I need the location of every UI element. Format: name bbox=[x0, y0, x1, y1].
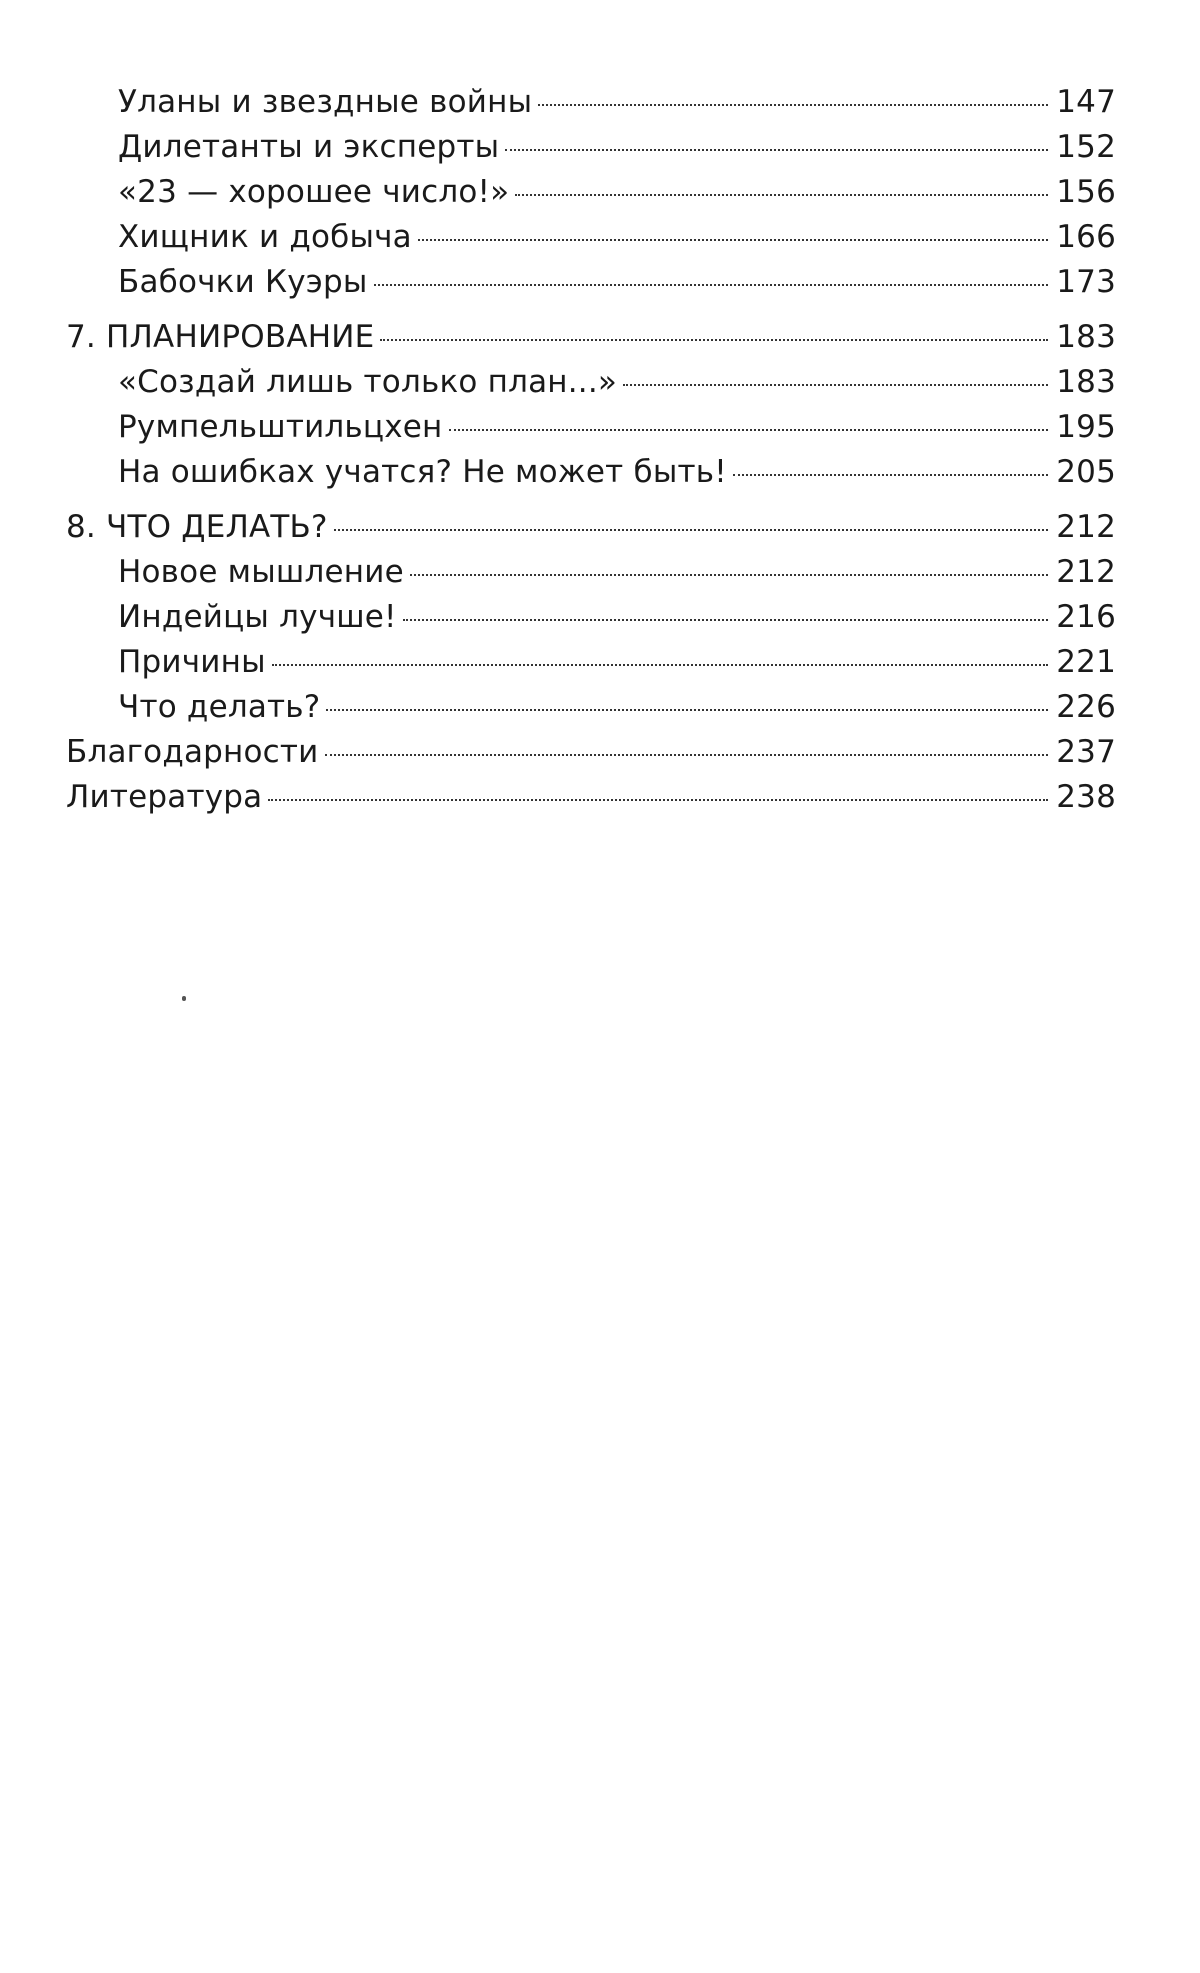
toc-entry bbox=[66, 170, 1116, 215]
toc-entry bbox=[66, 640, 1116, 685]
toc-entry-page: 221 bbox=[1056, 644, 1116, 680]
toc-dot-leader bbox=[410, 574, 1048, 576]
toc-entry bbox=[66, 550, 1116, 595]
toc-entry-title: Индейцы лучше! bbox=[118, 599, 397, 635]
toc-entry bbox=[66, 450, 1116, 495]
toc-dot-leader bbox=[374, 284, 1048, 286]
toc-entry-title: Причины bbox=[118, 644, 266, 680]
toc-entry bbox=[66, 260, 1116, 305]
toc-entry-title: На ошибках учатся? Не может быть! bbox=[118, 454, 727, 490]
toc-dot-leader bbox=[268, 799, 1048, 801]
toc-entry-page: 173 bbox=[1056, 264, 1116, 300]
toc-entry-page: 166 bbox=[1056, 219, 1116, 255]
toc-entry-page: 156 bbox=[1056, 174, 1116, 210]
toc-chapter-title: 7. ПЛАНИРОВАНИЕ bbox=[66, 319, 375, 355]
toc-entry bbox=[66, 125, 1116, 170]
toc-dot-leader bbox=[449, 429, 1049, 431]
toc-entry-page: 226 bbox=[1056, 689, 1116, 725]
toc-chapter-entry bbox=[66, 315, 1116, 360]
toc-entry-page: 147 bbox=[1056, 84, 1116, 120]
toc-dot-leader bbox=[325, 754, 1048, 756]
toc-dot-leader bbox=[326, 709, 1048, 711]
toc-dot-leader bbox=[403, 619, 1048, 621]
toc-entry-page: 183 bbox=[1056, 364, 1116, 400]
toc-entry bbox=[66, 775, 1116, 820]
toc-dot-leader bbox=[505, 149, 1048, 151]
toc-entry bbox=[66, 685, 1116, 730]
toc-entry-title: Литература bbox=[66, 779, 263, 815]
toc-entry-title: Новое мышление bbox=[118, 554, 404, 590]
toc-entry-page: 216 bbox=[1056, 599, 1116, 635]
toc-dot-leader bbox=[272, 664, 1048, 666]
toc-dot-leader bbox=[733, 474, 1048, 476]
toc-entry-page: 212 bbox=[1056, 554, 1116, 590]
toc-entry-page: 205 bbox=[1056, 454, 1116, 490]
toc-dot-leader bbox=[334, 529, 1048, 531]
toc-dot-leader bbox=[515, 194, 1048, 196]
toc-entry-page: 183 bbox=[1056, 319, 1116, 355]
toc-entry bbox=[66, 360, 1116, 405]
toc-entry-title: Румпельштильцхен bbox=[118, 409, 443, 445]
toc-entry-title: Благодарности bbox=[66, 734, 319, 770]
toc-entry-page: 195 bbox=[1056, 409, 1116, 445]
toc-entry-title: «Создай лишь только план...» bbox=[118, 364, 618, 400]
toc-entry-page: 212 bbox=[1056, 509, 1116, 545]
toc-entry-title: Дилетанты и эксперты bbox=[118, 129, 500, 165]
scan-speck bbox=[182, 996, 186, 1001]
toc-entry bbox=[66, 215, 1116, 260]
toc-chapter-entry bbox=[66, 505, 1116, 550]
toc-entry-title: Что делать? bbox=[118, 689, 321, 725]
table-of-contents bbox=[66, 80, 1116, 820]
toc-entry-title: Хищник и добыча bbox=[118, 219, 412, 255]
toc-entry bbox=[66, 730, 1116, 775]
toc-dot-leader bbox=[623, 384, 1048, 386]
toc-entry-title: «23 — хорошее число!» bbox=[118, 174, 510, 210]
toc-entry-title: Уланы и звездные войны bbox=[118, 84, 533, 120]
toc-dot-leader bbox=[418, 239, 1048, 241]
toc-dot-leader bbox=[538, 104, 1048, 106]
toc-entry bbox=[66, 595, 1116, 640]
toc-dot-leader bbox=[380, 339, 1048, 341]
toc-entry-page: 238 bbox=[1056, 779, 1116, 815]
toc-entry-title: Бабочки Куэры bbox=[118, 264, 368, 300]
toc-entry bbox=[66, 80, 1116, 125]
toc-entry-page: 152 bbox=[1056, 129, 1116, 165]
toc-chapter-title: 8. ЧТО ДЕЛАТЬ? bbox=[66, 509, 328, 545]
toc-entry bbox=[66, 405, 1116, 450]
toc-entry-page: 237 bbox=[1056, 734, 1116, 770]
